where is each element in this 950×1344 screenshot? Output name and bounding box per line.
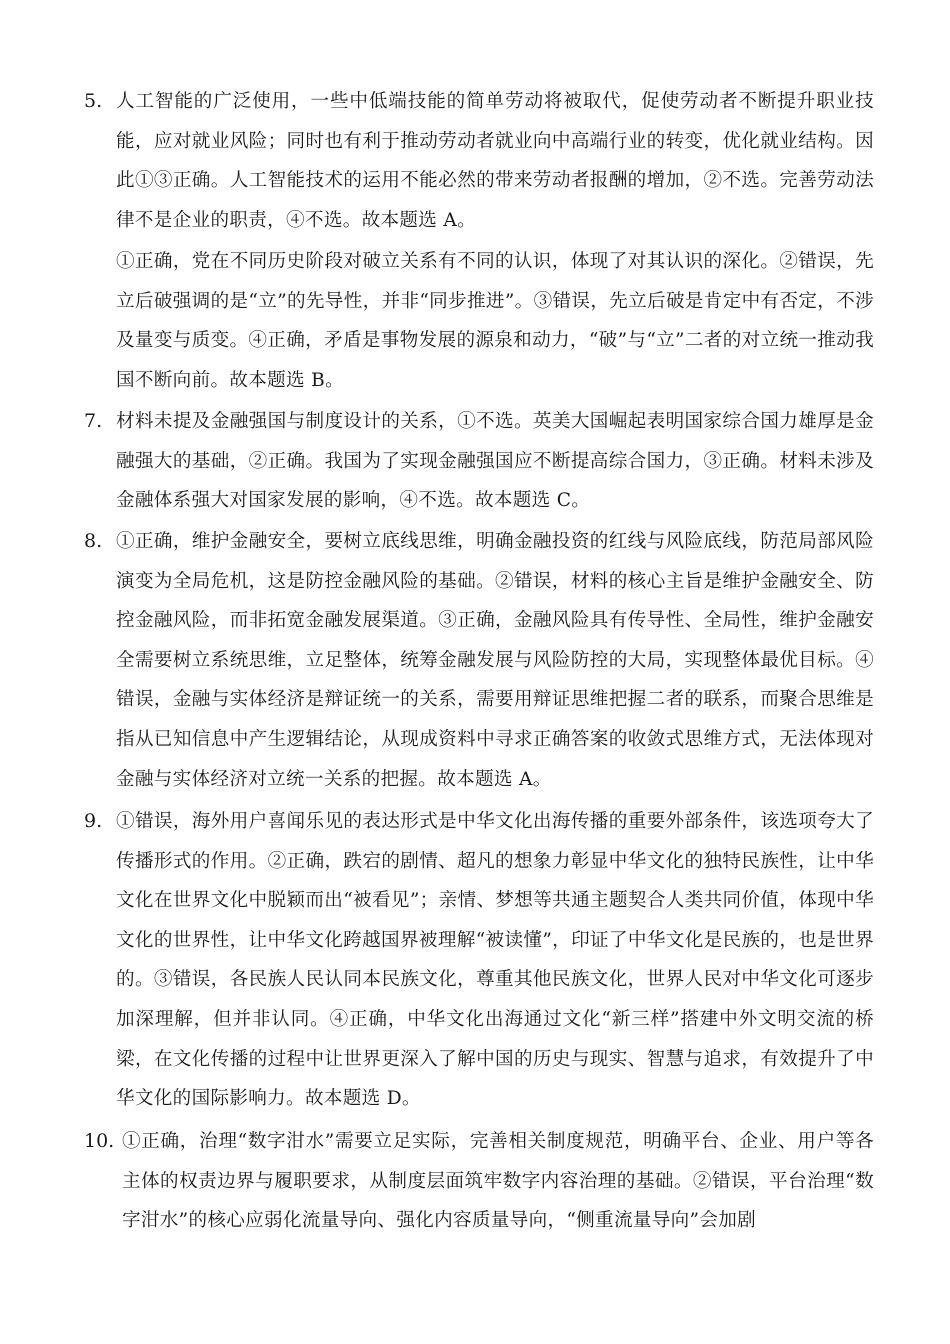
answer-item-7 <box>84 402 874 521</box>
question-number: 7. <box>84 410 103 432</box>
answer-text: ①正确，党在不同历史阶段对破立关系有不同的认识，体现了对其认识的深化。②错误，先立后破强调的是“立”的先导性，并非“同步推进”。③错误，先立后破是肯定中有否定，不涉及量变与质变。④正确，矛盾是事物发展的源泉和动力，“破”与“立”二者的对立统一推动我国不断向前。故本题选 B。 <box>116 251 874 391</box>
answer-text: ①正确，治理“数字泔水”需要立足实际，完善相关制度规范，明确平台、企业、用户等各主体的权责边界与履职要求，从制度层面筑牢数字内容治理的基础。②错误，平台治理“数字泔水”的核心应弱化流量导向、强化内容质量导向，“侧重流量导向”会加剧 <box>122 1131 874 1232</box>
question-number: 9. <box>84 810 103 832</box>
question-number: 10. <box>84 1130 115 1152</box>
answer-text: ①错误，海外用户喜闻乐见的表达形式是中华文化出海传播的重要外部条件，该选项夸大了传播形式的作用。②正确，跌宕的剧情、超凡的想象力彰显中华文化的独特民族性，让中华文化在世界文化中脱颖而出“被看见”；亲情、梦想等共通主题契合人类共同价值，体现中华文化的世界性，让中华文化跨越国界被理解“被读懂”，印证了中华文化是民族的，也是世界的。③错误，各民族人民认同本民族文化，尊重其他民族文化，世界人民对中华文化可逐步加深理解，但并非认同。④正确，中华文化出海通过文化“新三样”搭建中外文明交流的桥梁，在文化传播的过程中让世界更深入了解中国的历史与现实、智慧与追求，有效提升了中华文化的国际影响力。故本题选 D。 <box>116 811 874 1110</box>
answer-item-10 <box>84 1122 874 1241</box>
answer-text: ①正确，维护金融安全，要树立底线思维，明确金融投资的红线与风险底线，防范局部风险演变为全局危机，这是防控金融风险的基础。②错误，材料的核心主旨是维护金融安全、防控金融风险，而非拓宽金融发展渠道。③正确，金融风险具有传导性、全局性，维护金融安全需要树立系统思维，立足整体，统筹金融发展与风险防控的大局，实现整体最优目标。④错误，金融与实体经济是辩证统一的关系，需要用辩证思维把握二者的联系，而聚合思维是指从已知信息中产生逻辑结论，从现成资料中寻求正确答案的收敛式思维方式，无法体现对金融与实体经济对立统一关系的把握。故本题选 A。 <box>116 531 874 790</box>
answer-item-9 <box>84 802 874 1119</box>
answer-item-5 <box>84 82 874 240</box>
answer-text: 材料未提及金融强国与制度设计的关系，①不选。英美大国崛起表明国家综合国力雄厚是金融强大的基础，②正确。我国为了实现金融强国应不断提高综合国力，③正确。材料未涉及金融体系强大对国家发展的影响，④不选。故本题选 C。 <box>116 411 874 512</box>
answer-item-8 <box>84 522 874 799</box>
question-number: 5. <box>84 90 103 112</box>
answer-item-6 <box>84 242 874 400</box>
answer-text: 人工智能的广泛使用，一些中低端技能的简单劳动将被取代，促使劳动者不断提升职业技能，应对就业风险；同时也有利于推动劳动者就业向中高端行业的转变，优化就业结构。因此①③正确。人工智能技术的运用不能必然的带来劳动者报酬的增加，②不选。完善劳动法律不是企业的职责，④不选。故本题选 A。 <box>116 91 874 231</box>
question-number: 8. <box>84 530 103 552</box>
